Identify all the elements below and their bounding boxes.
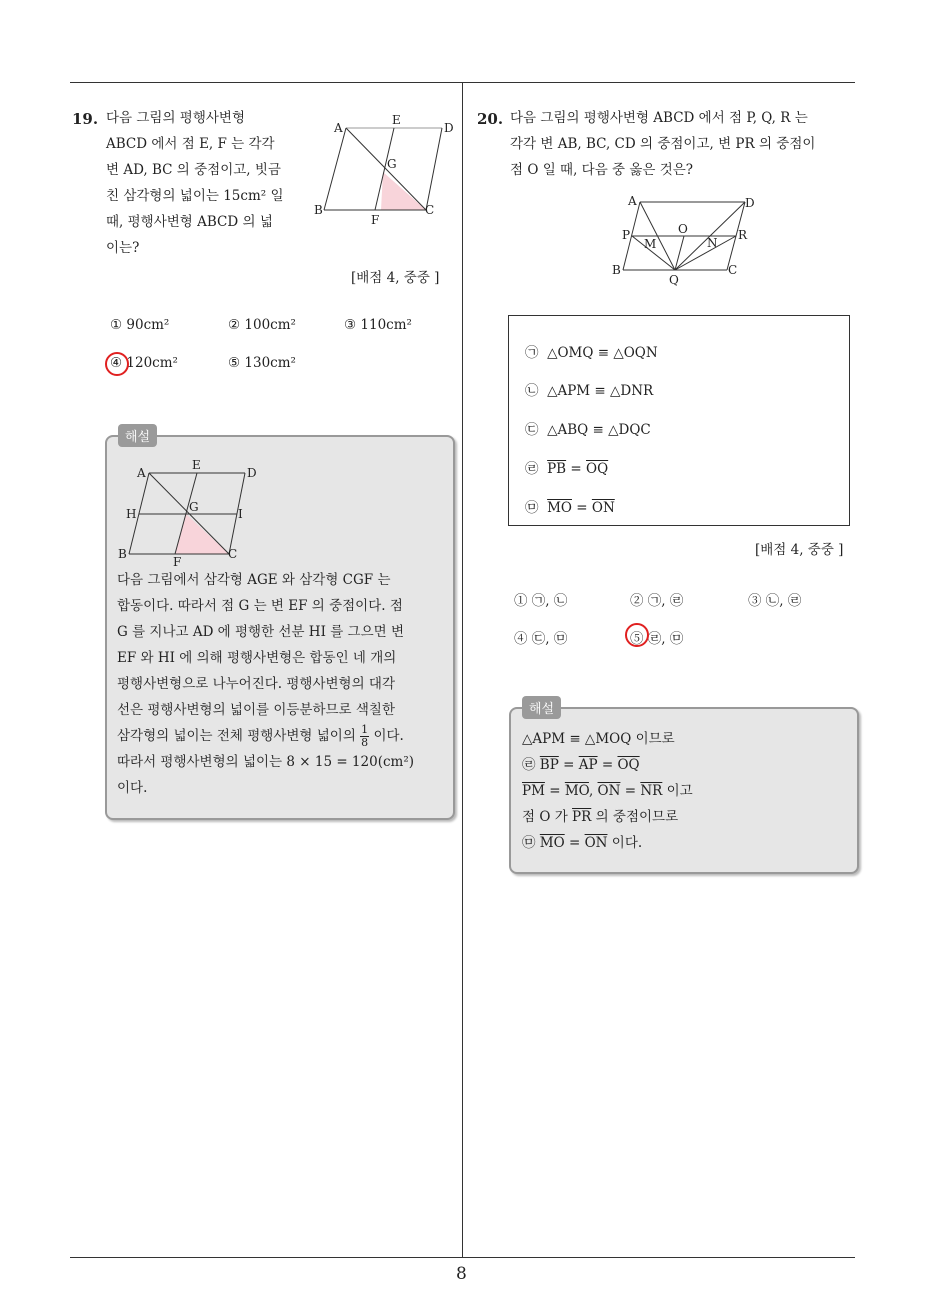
bottom-rule	[70, 1257, 855, 1258]
column-divider	[462, 82, 463, 1258]
q19-text-line: 친 삼각형의 넓이는 15cm² 일	[106, 188, 284, 204]
label-n: N	[707, 236, 718, 250]
q20-text-line: 다음 그림의 평행사변형 ABCD 에서 점 P, Q, R 는	[510, 110, 808, 126]
segment-on: $\overline{ON}$	[597, 783, 621, 799]
q19-number: 19.	[72, 110, 99, 128]
q20-choice-4[interactable]: ④ ㉢, ㉤	[514, 631, 568, 647]
q20-explanation-tab: 해설	[522, 696, 561, 719]
edge-dc	[426, 128, 442, 210]
label-g: G	[387, 157, 397, 171]
segment-mo: $\overline{MO}$	[539, 835, 565, 851]
explanation-line: 따라서 평행사변형의 넓이는 8 × 15 = 120(cm²)	[117, 754, 414, 770]
label-d: D	[745, 196, 755, 210]
label-e: E	[392, 113, 401, 127]
q20-text-line: 각각 변 AB, BC, CD 의 중점이고, 변 PR 의 중점이	[510, 136, 816, 152]
q19-text-line: 때, 평행사변형 ABCD 의 넓	[106, 214, 273, 230]
segment-oq	[675, 236, 684, 270]
statement-2	[525, 379, 653, 399]
label-a: A	[628, 194, 637, 208]
segment-mo: $\overline{MO}$	[547, 500, 572, 516]
q19-text-line: ABCD 에서 점 E, F 는 각각	[106, 136, 275, 152]
q19-explanation-tab: 해설	[118, 424, 157, 447]
q19-text-line: 이는?	[106, 240, 140, 256]
segment-oq: $\overline{OQ}$	[586, 461, 609, 477]
statement-1	[525, 341, 658, 361]
statement-text: △ABQ ≡ △DQC	[547, 422, 651, 438]
label-o: O	[678, 222, 688, 236]
q19-score: [배점 4, 중중 ]	[351, 270, 440, 286]
explanation-line: 삼각형의 넓이는 전체 평행사변형 넓이의 $\frac{1}{8}$ 이다.	[117, 723, 404, 749]
statement-mark: ㉡	[525, 383, 539, 399]
label-b: B	[612, 263, 621, 277]
statement-4: ㉣ $\overline{PB} = \overline{OQ}$	[525, 461, 609, 477]
statement-mark: ㉢	[525, 422, 539, 438]
segment-bp: $\overline{BP}$	[539, 757, 559, 773]
explanation-line: ㉣ $\overline{BP} = \overline{AP} = \overline{OQ}$	[522, 757, 640, 773]
segment-ap: $\overline{AP}$	[578, 757, 598, 773]
explanation-line: ㉤ $\overline{MO} = \overline{ON}$ 이다.	[522, 835, 643, 851]
label-i: I	[238, 507, 243, 521]
q20-answer-circle	[625, 623, 649, 647]
q19-text	[106, 105, 306, 261]
label-d: D	[247, 466, 257, 480]
q20-text	[510, 105, 860, 183]
explanation-line: 선은 평행사변형의 넓이를 이등분하므로 색칠한	[117, 702, 395, 718]
q19-choice-2[interactable]: ② 100cm²	[228, 317, 296, 333]
explanation-line: 점 O 가 $\overline{PR}$ 의 중점이므로	[522, 809, 679, 825]
explanation-line: $\overline{PM} = \overline{MO}$, $\overline{ON} = \overline{NR}$ 이고	[522, 783, 693, 799]
label-f: F	[173, 555, 182, 568]
q19-explanation-text	[117, 567, 447, 801]
explanation-line: 평행사변형으로 나누어진다. 평행사변형의 대각	[117, 676, 395, 692]
q20-text-line: 점 O 일 때, 다음 중 옳은 것은?	[510, 162, 694, 178]
q20-number: 20.	[477, 110, 504, 128]
statement-mark: ㉤	[525, 500, 539, 516]
label-p: P	[622, 228, 631, 242]
label-r: R	[738, 228, 748, 242]
label-g: G	[189, 500, 199, 514]
q19-choice-3[interactable]: ③ 110cm²	[344, 317, 412, 333]
q20-explanation-text	[522, 726, 852, 856]
label-c: C	[228, 547, 238, 561]
segment-on: $\overline{ON}$	[591, 500, 615, 516]
label-f: F	[371, 213, 380, 227]
statement-3	[525, 418, 651, 438]
q19-choice-1[interactable]: ① 90cm²	[110, 317, 170, 333]
segment-pm: $\overline{PM}$	[522, 783, 545, 799]
q19-choice-4[interactable]: ④ 120cm²	[110, 355, 178, 371]
edge-ab	[324, 128, 346, 210]
label-a: A	[334, 121, 343, 135]
explanation-line: 합동이다. 따라서 점 G 는 변 EF 의 중점이다. 점	[117, 598, 403, 614]
segment-pr: $\overline{PR}$	[572, 809, 592, 825]
q19-text-line: 다음 그림의 평행사변형	[106, 110, 245, 126]
statement-5: ㉤ $\overline{MO} = \overline{ON}$	[525, 500, 615, 516]
q20-choice-1[interactable]: ① ㉠, ㉡	[514, 593, 568, 609]
explanation-line: EF 와 HI 에 의해 평행사변형은 합동인 네 개의	[117, 650, 397, 666]
segment-rq	[675, 236, 736, 270]
q20-choice-5[interactable]: ⑤ ㉣, ㉤	[630, 631, 684, 647]
label-e: E	[192, 458, 201, 472]
segment-mo: $\overline{MO}$	[564, 783, 589, 799]
shaded-triangle	[175, 514, 229, 554]
q19-text-line: 변 AD, BC 의 중점이고, 빗금	[106, 162, 281, 178]
q20-choice-3[interactable]: ③ ㉡, ㉣	[748, 593, 802, 609]
q19-explanation-figure	[115, 456, 265, 568]
q19-answer-circle	[105, 352, 129, 376]
label-h: H	[126, 507, 137, 521]
label-b: B	[314, 203, 323, 217]
segment-on: $\overline{ON}$	[584, 835, 608, 851]
q19-choice-5[interactable]: ⑤ 130cm²	[228, 355, 296, 371]
segment-pb: $\overline{PB}$	[547, 461, 567, 477]
segment-nr: $\overline{NR}$	[640, 783, 663, 799]
label-c: C	[728, 263, 738, 277]
q20-choice-2[interactable]: ② ㉠, ㉣	[630, 593, 684, 609]
q20-figure	[605, 192, 770, 288]
fraction-one-eighth: $\frac{1}{8}$	[361, 723, 369, 749]
q20-score: [배점 4, 중중 ]	[755, 542, 844, 558]
explanation-line: 이다.	[117, 780, 148, 796]
statement-text: △OMQ ≡ △OQN	[547, 345, 658, 361]
label-b: B	[118, 547, 127, 561]
label-m: M	[644, 237, 657, 251]
label-a: A	[137, 466, 146, 480]
shaded-triangle	[381, 172, 426, 210]
explanation-line: △APM ≡ △MOQ 이므로	[522, 731, 675, 747]
q19-figure	[312, 110, 462, 230]
statement-mark: ㉣	[525, 461, 539, 477]
label-d: D	[444, 121, 454, 135]
page-number: 8	[456, 1264, 467, 1284]
statement-text: △APM ≡ △DNR	[547, 383, 654, 399]
statement-mark: ㉠	[525, 345, 539, 361]
explanation-line: G 를 지나고 AD 에 평행한 선분 HI 를 그으면 변	[117, 624, 404, 640]
segment-oq: $\overline{OQ}$	[617, 757, 640, 773]
label-c: C	[425, 203, 435, 217]
explanation-line: 다음 그림에서 삼각형 AGE 와 삼각형 CGF 는	[117, 572, 391, 588]
label-q: Q	[669, 273, 679, 287]
